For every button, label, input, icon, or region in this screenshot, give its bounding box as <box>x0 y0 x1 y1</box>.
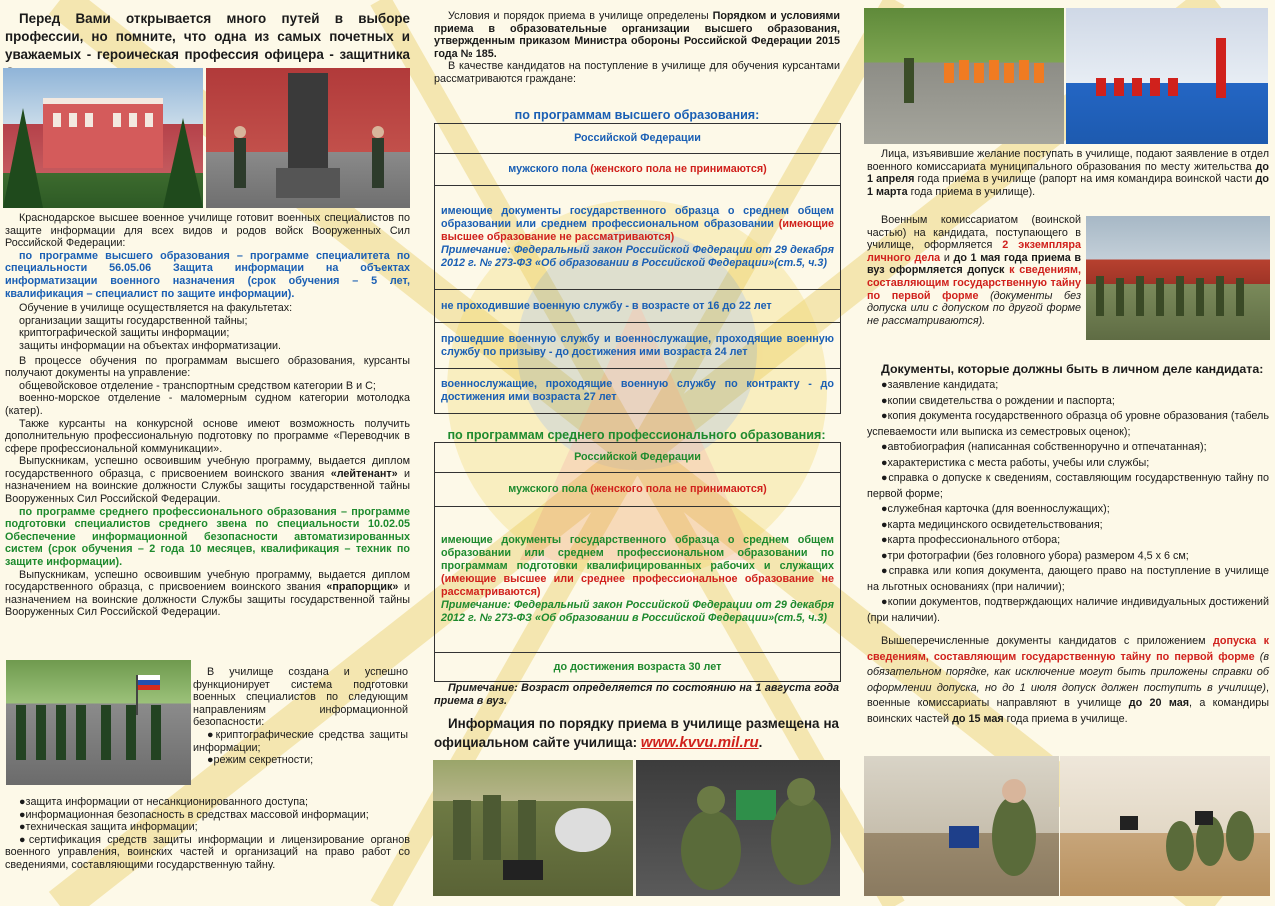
table-row: имеющие документы государственного образца о среднем общем образовании или среднем профессиональном образовании по программам подготовки квалифицированных рабочих и служащих (имеющие высшее или среднее профессиональное образование не рассматриваются) Примечание: Федеральный закон Российской Федерации от 29 декабря 2012 г. № 273-ФЗ «Об образовании в Российской Федерации»(ст.5, ч.3) <box>435 507 840 653</box>
higher-programs-title: по программам высшего образования: <box>514 108 760 122</box>
school-description: Краснодарское высшее военное училище готовит военных специалистов по защите информации для всех видов и родов войск Вооруженных Сил Российской Федерации: <box>5 212 410 250</box>
lieutenant-text: Выпускникам, успешно освоившим учебную программу, выдается диплом государственного образца, с присвоением воинского звания «лейтенант» и назначением на воинские должности Службы защиты государственной тайны Вооруженных Сил Российской Федерации. <box>5 455 411 506</box>
spo-requirements-table <box>434 442 841 682</box>
school-building-photo <box>3 68 203 208</box>
submission-deadline-text: Вышеперечисленные документы кандидатов с приложением допуска к сведениям, составляющим государственную тайну по первой форме (в обязательном порядке, как исключение могут быть приложены справки об оформлении допуска, но до 1 июля допуск должен поступить в училище), военные комиссариаты направляют в училище до 20 мая, а командиры воинских частей до 15 мая года приема в училище. <box>867 635 1270 725</box>
table-row: не проходившие военную службу - в возрасте от 16 до 22 лет <box>435 290 840 323</box>
list-item: ●три фотографии (без головного убора) размером 4,5 х 6 см; <box>881 549 1189 562</box>
documents-heading: Документы, которые должны быть в личном деле кандидата: <box>881 362 1264 376</box>
field-communications-photo <box>433 760 633 896</box>
table-row: Российской Федерации <box>435 443 840 473</box>
list-item: ●служебная карточка (для военнослужащих); <box>881 503 1110 515</box>
higher-program-text: по программе высшего образования – программе специалитета по специальности 56.05.06 Защита информации на объектах информатизации военного назначения (срок обучения – 5 лет, квалификация – специалист по защите информации). <box>5 249 410 300</box>
vehicle-operators-photo <box>636 760 840 896</box>
personal-file-text: Военным комиссариатом (воинской частью) на кандидата, поступающего в училище, оформляется 2 экземпляра личного дела и до 1 мая года приема в вуз оформляется допуск к сведениям, составляющим государственную тайну по первой форме (документы без допуска или с допуском по другой форме не рассматриваются). <box>867 214 1082 327</box>
higher-requirements-table <box>434 123 841 414</box>
list-item: ●копии документов, подтверждающих наличие индивидуальных достижений (при наличии). <box>867 596 1269 624</box>
computer-class-photo-2 <box>1060 756 1270 896</box>
license-item: общевойсковое отделение - транспортным средством категории В и С; <box>19 379 376 392</box>
faculty-item: криптографической защиты информации; <box>19 327 230 340</box>
column-left <box>0 0 420 906</box>
direction-item: ●криптографические средства защиты информации; <box>193 728 408 754</box>
license-item: военно-морское отделение - маломерным судном категории мотолодка (катер). <box>5 392 410 417</box>
table-row: мужского пола (женского пола не принимаются) <box>435 154 840 186</box>
direction-item: ●информационная безопасность в средствах массовой информации; <box>19 808 369 821</box>
ensign-text: Выпускникам, успешно освоившим учебную программу, выдается диплом государственного образца, с присвоением воинского звания «прапорщик» и назначением на воинские должности Службы защиты государственной тайны Вооруженных Сил Российской Федерации. <box>5 568 411 619</box>
faculty-item: защиты информации на объектах информатизации. <box>19 339 282 352</box>
spo-program-text: по программе среднего профессионального образования – программе подготовки специалистов среднего звена по специальности 10.02.05 Обеспечение информационной безопасности автоматизированных систем (срок обучения – 2 года 10 месяцев, квалификация – техник по защите информации). <box>5 505 410 569</box>
candidates-text: В качестве кандидатов на поступление в училище для обучения курсантами рассматриваются граждане: <box>434 60 840 85</box>
list-item: ●карта медицинского освидетельствования; <box>881 518 1103 531</box>
documents-list <box>867 378 1269 626</box>
column-right <box>858 0 1275 906</box>
directions-text: В училище создана и успешно функционирует система подготовки военных специалистов по следующим направлениям информационной безопасности: <box>193 666 408 729</box>
list-item: ●заявление кандидата; <box>881 379 999 391</box>
list-item: ●копия документа государственного образца об уровне образования (табель успеваемости или выписка из семестровых оценок); <box>867 410 1269 438</box>
application-deadline-text: Лица, изъявившие желание поступать в училище, подают заявление в отдел военного комиссариата муниципального образования по месту жительства до 1 апреля года приема в училище (рапорт на имя командира воинской части до 1 марта года приема в училище). <box>867 148 1269 198</box>
licenses-heading: В процессе обучения по программам высшего образования, курсанты получают документы на управление: <box>5 354 410 380</box>
formation-drill-photo <box>1086 216 1270 340</box>
table-row: военнослужащие, проходящие военную службу по контракту - до достижения ими возраста 27 лет <box>441 378 834 403</box>
website-link[interactable]: www.kvvu.mil.ru <box>640 734 759 751</box>
table-row: прошедшие военную службу и военнослужащие, проходящие военную службу по призыву - до достижения ими возраста 24 лет <box>435 323 840 369</box>
website-info: Информация по порядку приема в училище размещена на официальном сайте училища: www.kvvu.mil.ru. <box>434 716 839 751</box>
direction-item: ●защита информации от несанкционированного доступа; <box>19 796 309 808</box>
direction-item: ●сертификация средств защиты информации и лицензирование органов военного управления, воинских частей и организаций на право работ со сведениями, составляющими государственную тайну. <box>5 833 410 871</box>
gym-training-photo <box>1066 8 1268 144</box>
monument-honor-guard-photo <box>206 68 410 208</box>
spo-programs-title: по программам среднего профессионального образования: <box>447 428 826 442</box>
list-item: ●справка или копия документа, дающего право на поступление в училище на льготных основаниях (при наличии); <box>867 565 1269 593</box>
direction-item: ●режим секретности; <box>207 754 314 767</box>
list-item: ●автобиография (написанная собственноручно и отпечатанная); <box>881 441 1207 453</box>
intro-text: Перед Вами открывается много путей в выборе профессии, но помните, что одна из самых почетных и уважаемых - героическая профессия офицера - защитника <box>5 11 410 62</box>
table-row: до достижения возраста 30 лет <box>553 660 722 673</box>
direction-item: ●техническая защита информации; <box>19 821 198 834</box>
faculties-heading: Обучение в училище осуществляется на факультетах: <box>19 302 293 315</box>
computer-class-photo-1 <box>864 756 1059 896</box>
translator-text: Также курсанты на конкурсной основе имеют возможность получить дополнительную профессиональную подготовку по программе «Переводчик в сфере профессиональной коммуникации». <box>5 417 410 455</box>
list-item: ●справка о допуске к сведениям, составляющим государственную тайну по первой форме; <box>867 472 1269 500</box>
table-row: имеющие документы государственного образца о среднем общем образовании или среднем профессиональном образовании (имеющие высшее образование не рассматриваются) Примечание: Федеральный закон Российской Федерации от 29 декабря 2012 г. № 273-ФЗ «Об образовании в Российской Федерации»(ст.5, ч.3) <box>435 186 840 290</box>
list-item: ●карта профессионального отбора; <box>881 534 1061 546</box>
list-item: ●характеристика с места работы, учебы или службы; <box>881 456 1150 469</box>
age-note: Примечание: Возраст определяется по состоянию на 1 августа года приема в вуз. <box>434 682 839 707</box>
outdoor-training-photo <box>864 8 1064 144</box>
parade-photo <box>6 660 191 785</box>
table-row: мужского пола (женского пола не принимаются) <box>435 473 840 507</box>
table-row: Российской Федерации <box>435 124 840 154</box>
faculty-item: организации защиты государственной тайны; <box>19 314 248 327</box>
admission-rules-text: Условия и порядок приема в училище определены Порядком и условиями приема в образовательные организации высшего образования, утвержденным приказом Министра обороны Российской Федерации 2015 года № 185. <box>434 10 841 60</box>
list-item: ●копии свидетельства о рождении и паспорта; <box>881 394 1115 407</box>
